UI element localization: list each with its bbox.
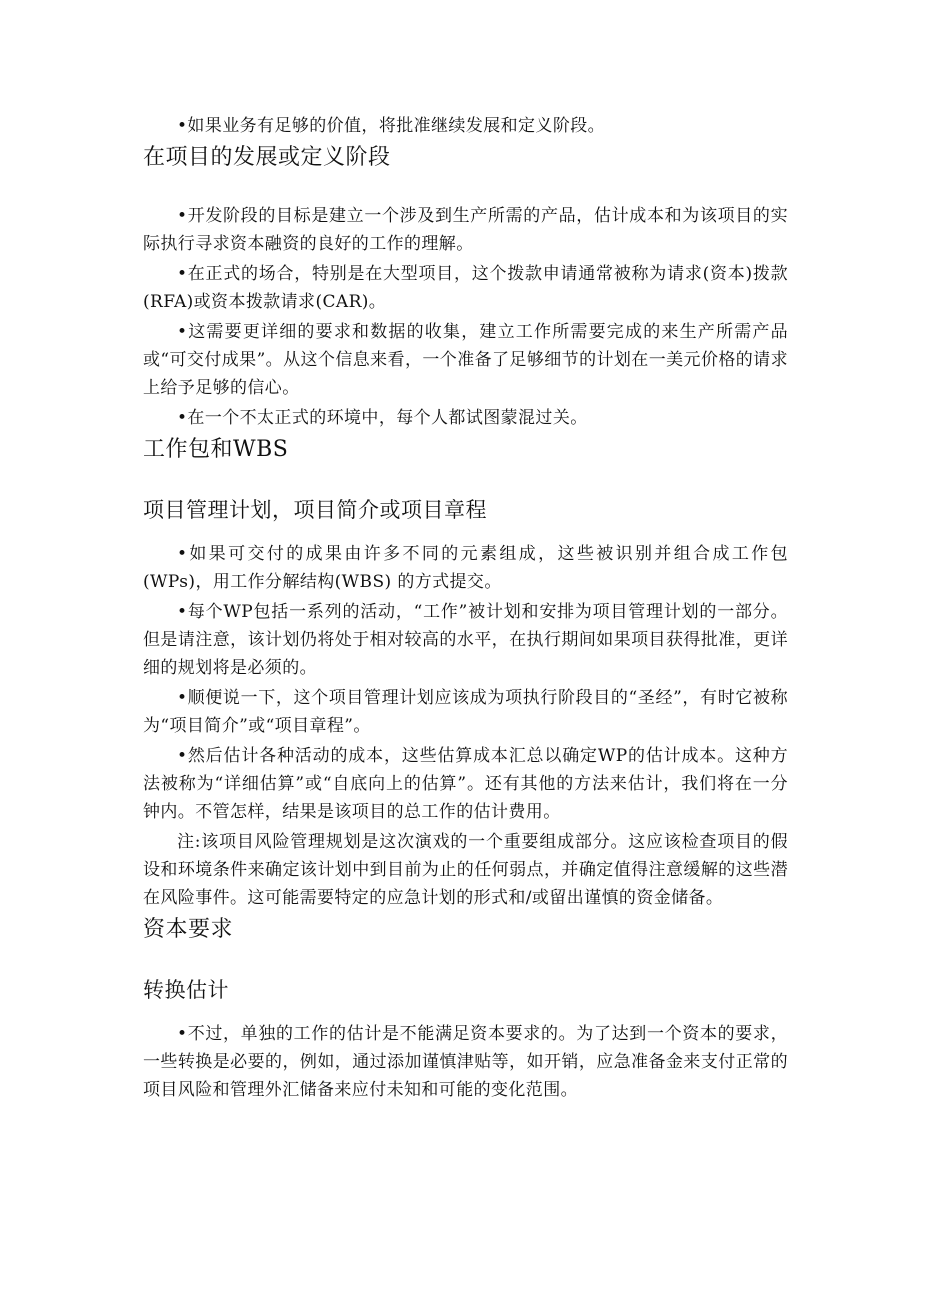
paragraph: •这需要更详细的要求和数据的收集，建立工作所需要完成的来生产所需产品或“可交付成果”。从这个信息来看，一个准备了足够细节的计划在一美元价格的请求上给予足够的信心。 — [143, 322, 788, 398]
paragraph: •不过，单独的工作的估计是不能满足资本要求的。为了达到一个资本的要求，一些转换是必要的，例如，通过添加谨慎津贴等，如开销，应急准备金来支付正常的项目风险和管理外汇储备来应付未知和可能的变化范围。 — [143, 1024, 788, 1100]
section-heading: 工作包和WBS — [143, 437, 289, 462]
paragraph: •在一个不太正式的环境中，每个人都试图蒙混过关。 — [177, 408, 588, 428]
section-heading: 在项目的发展或定义阶段 — [143, 145, 391, 170]
paragraph: •顺便说一下，这个项目管理计划应该成为项执行阶段目的“圣经”，有时它被称为“项目简介”或“项目章程”。 — [143, 688, 788, 736]
paragraph: •然后估计各种活动的成本，这些估算成本汇总以确定WP的估计成本。这种方法被称为“详细估算”或“自底向上的估算”。还有其他的方法来估计，我们将在一分钟内。不管怎样，结果是该项目的总工作的估计费用。 — [143, 746, 788, 822]
paragraph: •如果可交付的成果由许多不同的元素组成，这些被识别并组合成工作包(WPs)，用工作分解结构(WBS) 的方式提交。 — [143, 544, 788, 592]
paragraph: •开发阶段的目标是建立一个涉及到生产所需的产品，估计成本和为该项目的实际执行寻求资本融资的良好的工作的理解。 — [143, 206, 788, 254]
paragraph: •每个WP包括一系列的活动，“工作”被计划和安排为项目管理计划的一部分。但是请注意，该计划仍将处于相对较高的水平，在执行期间如果项目获得批准，更详细的规划将是必须的。 — [143, 602, 788, 678]
note-paragraph: 注:该项目风险管理规划是这次演戏的一个重要组成部分。这应该检查项目的假设和环境条件来确定该计划中到目前为止的任何弱点，并确定值得注意缓解的这些潜在风险事件。这可能需要特定的应急计划的形式和/或留出谨慎的资金储备。 — [143, 832, 788, 908]
paragraph: •在正式的场合，特别是在大型项目，这个拨款申请通常被称为请求(资本)拨款(RFA)或资本拨款请求(CAR)。 — [143, 264, 788, 312]
subsection-heading: 项目管理计划，项目简介或项目章程 — [143, 498, 487, 522]
paragraph: •如果业务有足够的价值，将批准继续发展和定义阶段。 — [177, 116, 606, 136]
subsection-heading: 转换估计 — [143, 978, 229, 1002]
section-heading: 资本要求 — [143, 917, 234, 942]
document-page — [143, 112, 788, 1106]
